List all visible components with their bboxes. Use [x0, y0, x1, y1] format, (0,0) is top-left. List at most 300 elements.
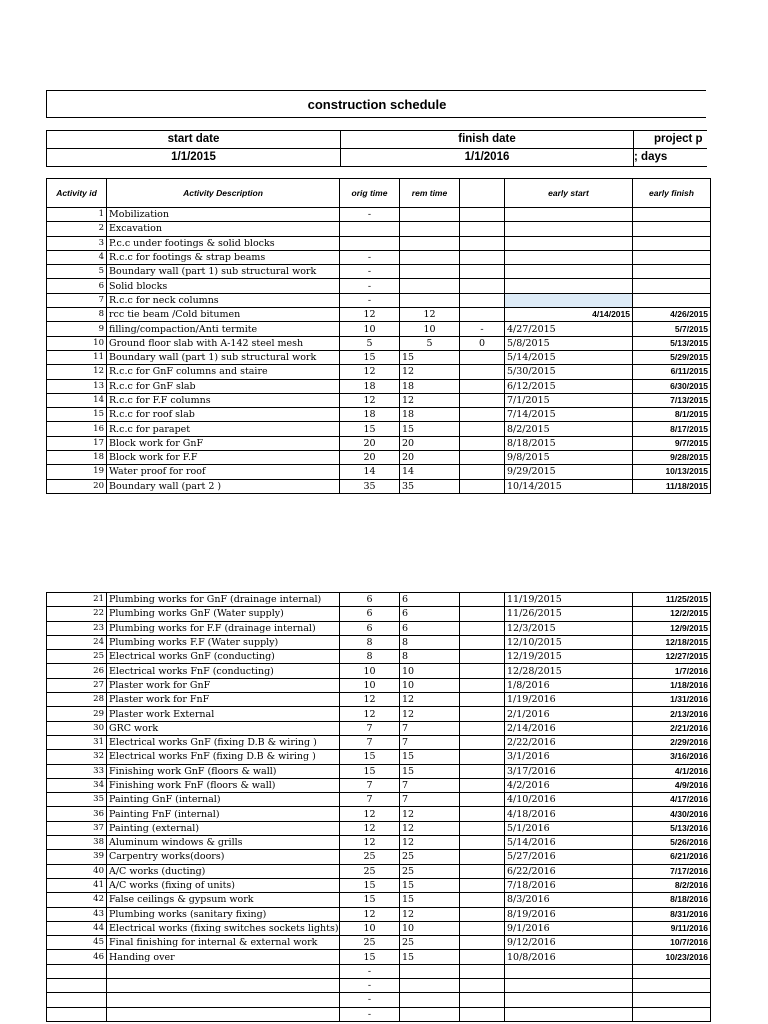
table-row [47, 764, 711, 778]
extra-cell [460, 222, 505, 236]
extra-cell: 0 [460, 336, 505, 350]
early-start-cell: 5/1/2016 [505, 821, 633, 835]
table-row [47, 964, 711, 978]
extra-cell [460, 878, 505, 892]
activity-id-cell: 30 [47, 721, 107, 735]
extra-cell [460, 693, 505, 707]
orig-time-cell: 7 [340, 721, 400, 735]
extra-cell [460, 1007, 505, 1021]
early-finish-cell: 10/23/2016 [633, 950, 711, 964]
early-finish-cell: 8/18/2016 [633, 893, 711, 907]
rem-time-cell: 7 [400, 721, 460, 735]
table-row [47, 979, 711, 993]
activity-description-cell: Excavation [107, 222, 340, 236]
activity-description-cell: R.c.c for GnF columns and staire [107, 365, 340, 379]
rem-time-cell: 7 [400, 793, 460, 807]
rem-time-cell [400, 222, 460, 236]
table-row [47, 322, 711, 336]
activity-description-cell: Electrical works GnF (conducting) [107, 650, 340, 664]
activity-description-cell: False ceilings & gypsum work [107, 893, 340, 907]
project-period-unit: days [641, 151, 668, 163]
extra-cell [460, 236, 505, 250]
table-row [47, 950, 711, 964]
extra-cell [460, 250, 505, 264]
table-row [47, 1007, 711, 1021]
early-finish-cell: 2/29/2016 [633, 735, 711, 749]
rem-time-cell [400, 993, 460, 1007]
schedule-table-2 [46, 592, 711, 1022]
activity-id-cell: 13 [47, 379, 107, 393]
rem-time-cell: 12 [400, 365, 460, 379]
early-start-cell: 4/18/2016 [505, 807, 633, 821]
table-row [47, 393, 711, 407]
orig-time-cell: 15 [340, 764, 400, 778]
orig-time-cell: 25 [340, 850, 400, 864]
orig-time-cell: 12 [340, 821, 400, 835]
table-row [47, 850, 711, 864]
early-finish-cell [633, 236, 711, 250]
early-start-cell [505, 979, 633, 993]
early-finish-cell [633, 250, 711, 264]
extra-cell [460, 964, 505, 978]
activity-description-cell: Finishing work GnF (floors & wall) [107, 764, 340, 778]
activity-id-cell: 22 [47, 607, 107, 621]
activity-description-cell: Ground floor slab with A-142 steel mesh [107, 336, 340, 350]
early-start-cell: 7/1/2015 [505, 393, 633, 407]
extra-cell [460, 778, 505, 792]
activity-description-cell: Block work for GnF [107, 436, 340, 450]
early-start-cell [505, 208, 633, 222]
table-row [47, 365, 711, 379]
early-finish-cell: 4/1/2016 [633, 764, 711, 778]
rem-time-cell [400, 293, 460, 307]
orig-time-cell: - [340, 979, 400, 993]
rem-time-cell: 15 [400, 764, 460, 778]
table-row [47, 208, 711, 222]
early-start-cell: 8/2/2015 [505, 422, 633, 436]
orig-time-cell: - [340, 293, 400, 307]
orig-time-cell: - [340, 265, 400, 279]
extra-cell [460, 750, 505, 764]
early-start-cell: 2/14/2016 [505, 721, 633, 735]
orig-time-cell [340, 236, 400, 250]
table-row [47, 293, 711, 307]
early-finish-cell: 12/27/2015 [633, 650, 711, 664]
activity-description-cell: Water proof for roof [107, 465, 340, 479]
early-start-cell [505, 265, 633, 279]
extra-cell [460, 735, 505, 749]
orig-time-cell: 12 [340, 807, 400, 821]
table-row [47, 621, 711, 635]
extra-cell [460, 707, 505, 721]
early-finish-cell: 6/21/2016 [633, 850, 711, 864]
orig-time-cell: 7 [340, 793, 400, 807]
early-finish-cell [633, 208, 711, 222]
rem-time-cell [400, 236, 460, 250]
early-start-cell: 5/14/2016 [505, 836, 633, 850]
early-start-cell: 4/27/2015 [505, 322, 633, 336]
rem-time-cell: 18 [400, 379, 460, 393]
extra-cell [460, 664, 505, 678]
activity-description-cell [107, 964, 340, 978]
activity-id-cell: 42 [47, 893, 107, 907]
orig-time-cell: 35 [340, 479, 400, 493]
extra-cell [460, 635, 505, 649]
early-finish-cell: 10/13/2015 [633, 465, 711, 479]
early-start-cell [505, 964, 633, 978]
activity-description-cell: Plumbing works GnF (Water supply) [107, 607, 340, 621]
early-start-cell: 11/26/2015 [505, 607, 633, 621]
extra-cell [460, 650, 505, 664]
early-start-cell [505, 1007, 633, 1021]
orig-time-cell: 15 [340, 950, 400, 964]
table-row [47, 250, 711, 264]
early-start-cell: 4/10/2016 [505, 793, 633, 807]
extra-cell [460, 350, 505, 364]
col-header-description: Activity Description [107, 179, 340, 208]
orig-time-cell: 7 [340, 735, 400, 749]
col-header-activity-id: Activity id [47, 179, 107, 208]
orig-time-cell: - [340, 208, 400, 222]
activity-id-cell: 24 [47, 635, 107, 649]
activity-id-cell: 25 [47, 650, 107, 664]
rem-time-cell: 15 [400, 950, 460, 964]
rem-time-cell: 12 [400, 907, 460, 921]
early-finish-cell: 12/2/2015 [633, 607, 711, 621]
rem-time-cell: 12 [400, 393, 460, 407]
rem-time-cell: 6 [400, 607, 460, 621]
early-finish-cell: 5/13/2016 [633, 821, 711, 835]
extra-cell [460, 451, 505, 465]
col-header-early-start: early start [505, 179, 633, 208]
rem-time-cell: 12 [400, 693, 460, 707]
extra-cell [460, 208, 505, 222]
activity-id-cell: 44 [47, 921, 107, 935]
early-start-cell: 3/17/2016 [505, 764, 633, 778]
activity-description-cell: R.c.c for GnF slab [107, 379, 340, 393]
extra-cell [460, 821, 505, 835]
activity-id-cell: 40 [47, 864, 107, 878]
orig-time-cell: 8 [340, 650, 400, 664]
table-row [47, 921, 711, 935]
activity-description-cell: Electrical works GnF (fixing D.B & wiring ) [107, 735, 340, 749]
table-row [47, 836, 711, 850]
early-start-cell: 1/19/2016 [505, 693, 633, 707]
page-title: construction schedule [307, 97, 447, 112]
orig-time-cell: - [340, 964, 400, 978]
activity-id-cell: 35 [47, 793, 107, 807]
table-row [47, 878, 711, 892]
rem-time-cell: 12 [400, 821, 460, 835]
early-finish-cell: 1/18/2016 [633, 678, 711, 692]
activity-description-cell: R.c.c for F.F columns [107, 393, 340, 407]
finish-date-value: 1/1/2016 [341, 149, 634, 167]
orig-time-cell: 15 [340, 422, 400, 436]
rem-time-cell: 14 [400, 465, 460, 479]
early-start-cell: 12/3/2015 [505, 621, 633, 635]
early-start-cell: 10/8/2016 [505, 950, 633, 964]
orig-time-cell: 25 [340, 864, 400, 878]
activity-description-cell: P.c.c under footings & solid blocks [107, 236, 340, 250]
activity-description-cell: Boundary wall (part 1) sub structural work [107, 350, 340, 364]
early-finish-cell: 5/7/2015 [633, 322, 711, 336]
table-row [47, 993, 711, 1007]
extra-cell [460, 607, 505, 621]
activity-id-cell: 18 [47, 451, 107, 465]
rem-time-cell: 6 [400, 593, 460, 607]
early-start-cell: 6/22/2016 [505, 864, 633, 878]
extra-cell [460, 379, 505, 393]
early-start-cell: 10/14/2015 [505, 479, 633, 493]
rem-time-cell [400, 208, 460, 222]
extra-cell [460, 936, 505, 950]
early-finish-cell: 11/18/2015 [633, 479, 711, 493]
early-start-cell: 5/30/2015 [505, 365, 633, 379]
early-finish-cell [633, 279, 711, 293]
col-header-blank [460, 179, 505, 208]
early-start-cell [505, 236, 633, 250]
activity-id-cell: 19 [47, 465, 107, 479]
orig-time-cell: 12 [340, 836, 400, 850]
rem-time-cell: 15 [400, 878, 460, 892]
early-start-cell: 7/18/2016 [505, 878, 633, 892]
early-start-cell: 9/1/2016 [505, 921, 633, 935]
orig-time-cell: - [340, 1007, 400, 1021]
table-row [47, 408, 711, 422]
extra-cell [460, 764, 505, 778]
table-row [47, 379, 711, 393]
orig-time-cell [340, 222, 400, 236]
early-start-cell: 9/8/2015 [505, 451, 633, 465]
activity-description-cell [107, 979, 340, 993]
rem-time-cell: 20 [400, 436, 460, 450]
table-header-row [47, 179, 711, 208]
activity-description-cell [107, 1007, 340, 1021]
activity-id-cell: 28 [47, 693, 107, 707]
early-start-cell: 8/3/2016 [505, 893, 633, 907]
early-start-cell [505, 222, 633, 236]
table-row [47, 936, 711, 950]
table-row [47, 350, 711, 364]
table-row [47, 279, 711, 293]
extra-cell [460, 393, 505, 407]
rem-time-cell: 12 [400, 308, 460, 322]
project-period-value [634, 149, 707, 167]
activity-description-cell: Solid blocks [107, 279, 340, 293]
activity-description-cell: Plumbing works (sanitary fixing) [107, 907, 340, 921]
extra-cell [460, 308, 505, 322]
table-row [47, 650, 711, 664]
table-row [47, 721, 711, 735]
extra-cell [460, 721, 505, 735]
early-start-cell: 1/8/2016 [505, 678, 633, 692]
early-finish-cell: 5/13/2015 [633, 336, 711, 350]
orig-time-cell: 20 [340, 436, 400, 450]
extra-cell [460, 465, 505, 479]
activity-description-cell: GRC work [107, 721, 340, 735]
early-start-cell: 5/8/2015 [505, 336, 633, 350]
orig-time-cell: 6 [340, 621, 400, 635]
start-date-value: 1/1/2015 [47, 149, 341, 167]
activity-description-cell: R.c.c for roof slab [107, 408, 340, 422]
activity-id-cell: 33 [47, 764, 107, 778]
activity-description-cell: Electrical works (fixing switches sockets lights) [107, 921, 340, 935]
extra-cell [460, 293, 505, 307]
orig-time-cell: 7 [340, 778, 400, 792]
extra-cell [460, 993, 505, 1007]
rem-time-cell: 20 [400, 451, 460, 465]
table-row [47, 750, 711, 764]
rem-time-cell: 15 [400, 750, 460, 764]
activity-id-cell: 29 [47, 707, 107, 721]
early-start-cell: 3/1/2016 [505, 750, 633, 764]
activity-id-cell: 39 [47, 850, 107, 864]
early-start-cell: 2/1/2016 [505, 707, 633, 721]
early-finish-cell: 7/13/2015 [633, 393, 711, 407]
early-finish-cell: 3/16/2016 [633, 750, 711, 764]
extra-cell [460, 950, 505, 964]
early-start-cell: 11/19/2015 [505, 593, 633, 607]
orig-time-cell: 10 [340, 664, 400, 678]
early-finish-cell: 1/31/2016 [633, 693, 711, 707]
activity-description-cell: R.c.c for neck columns [107, 293, 340, 307]
orig-time-cell: 5 [340, 336, 400, 350]
activity-description-cell: Boundary wall (part 1) sub structural work [107, 265, 340, 279]
activity-id-cell: 23 [47, 621, 107, 635]
table-row [47, 693, 711, 707]
finish-date-label: finish date [341, 131, 634, 149]
early-finish-cell: 10/7/2016 [633, 936, 711, 950]
extra-cell [460, 907, 505, 921]
table-row [47, 465, 711, 479]
orig-time-cell: 12 [340, 393, 400, 407]
early-finish-cell [633, 993, 711, 1007]
early-finish-cell: 12/9/2015 [633, 621, 711, 635]
orig-time-cell: 18 [340, 379, 400, 393]
col-header-rem-time: rem time [400, 179, 460, 208]
activity-description-cell: Mobilization [107, 208, 340, 222]
project-period-prefix: ; [634, 151, 638, 163]
activity-id-cell: 36 [47, 807, 107, 821]
early-finish-cell: 9/28/2015 [633, 451, 711, 465]
extra-cell [460, 479, 505, 493]
table-row [47, 821, 711, 835]
early-finish-cell: 2/21/2016 [633, 721, 711, 735]
activity-description-cell: Aluminum windows & grills [107, 836, 340, 850]
table-row [47, 735, 711, 749]
activity-description-cell: Plaster work for GnF [107, 678, 340, 692]
rem-time-cell: 18 [400, 408, 460, 422]
early-finish-cell: 7/17/2016 [633, 864, 711, 878]
activity-id-cell: 26 [47, 664, 107, 678]
early-start-cell [505, 993, 633, 1007]
table-row [47, 864, 711, 878]
orig-time-cell: 12 [340, 693, 400, 707]
orig-time-cell: - [340, 993, 400, 1007]
activity-id-cell: 8 [47, 308, 107, 322]
extra-cell [460, 365, 505, 379]
activity-description-cell: Painting FnF (internal) [107, 807, 340, 821]
early-finish-cell [633, 222, 711, 236]
orig-time-cell: 10 [340, 678, 400, 692]
orig-time-cell: 25 [340, 936, 400, 950]
activity-id-cell: 43 [47, 907, 107, 921]
activity-id-cell: 37 [47, 821, 107, 835]
early-finish-cell: 5/26/2016 [633, 836, 711, 850]
extra-cell [460, 593, 505, 607]
early-start-cell: 2/22/2016 [505, 735, 633, 749]
early-start-cell: 7/14/2015 [505, 408, 633, 422]
activity-description-cell: Plumbing works for F.F (drainage internal) [107, 621, 340, 635]
rem-time-cell [400, 1007, 460, 1021]
extra-cell [460, 807, 505, 821]
activity-description-cell: A/C works (fixing of units) [107, 878, 340, 892]
early-finish-cell [633, 979, 711, 993]
rem-time-cell: 15 [400, 422, 460, 436]
early-finish-cell: 9/7/2015 [633, 436, 711, 450]
activity-id-cell: 38 [47, 836, 107, 850]
activity-id-cell: 16 [47, 422, 107, 436]
rem-time-cell: 6 [400, 621, 460, 635]
extra-cell [460, 265, 505, 279]
activity-id-cell: 31 [47, 735, 107, 749]
orig-time-cell: 15 [340, 350, 400, 364]
rem-time-cell: 25 [400, 850, 460, 864]
activity-id-cell: 6 [47, 279, 107, 293]
orig-time-cell: 18 [340, 408, 400, 422]
activity-description-cell: A/C works (ducting) [107, 864, 340, 878]
extra-cell [460, 422, 505, 436]
table-row [47, 893, 711, 907]
orig-time-cell: 20 [340, 451, 400, 465]
rem-time-cell [400, 279, 460, 293]
early-finish-cell: 8/17/2015 [633, 422, 711, 436]
early-finish-cell: 2/13/2016 [633, 707, 711, 721]
rem-time-cell [400, 964, 460, 978]
rem-time-cell: 7 [400, 735, 460, 749]
activity-description-cell: Handing over [107, 950, 340, 964]
orig-time-cell: 15 [340, 878, 400, 892]
table-row [47, 807, 711, 821]
activity-id-cell: 10 [47, 336, 107, 350]
table-row [47, 336, 711, 350]
col-header-early-finish: early finish [633, 179, 711, 208]
early-start-cell: 9/12/2016 [505, 936, 633, 950]
activity-id-cell: 21 [47, 593, 107, 607]
table-row [47, 907, 711, 921]
early-start-cell [505, 250, 633, 264]
early-finish-cell [633, 964, 711, 978]
activity-description-cell [107, 993, 340, 1007]
table-row [47, 707, 711, 721]
activity-id-cell [47, 993, 107, 1007]
early-finish-cell: 4/26/2015 [633, 308, 711, 322]
early-finish-cell: 5/29/2015 [633, 350, 711, 364]
early-start-cell: 6/12/2015 [505, 379, 633, 393]
table-row [47, 778, 711, 792]
activity-description-cell: Plumbing works F.F (Water supply) [107, 635, 340, 649]
activity-description-cell: Boundary wall (part 2 ) [107, 479, 340, 493]
activity-description-cell: filling/compaction/Anti termite [107, 322, 340, 336]
rem-time-cell: 12 [400, 707, 460, 721]
activity-id-cell: 9 [47, 322, 107, 336]
table-row [47, 678, 711, 692]
activity-id-cell: 2 [47, 222, 107, 236]
orig-time-cell: 12 [340, 907, 400, 921]
orig-time-cell: 12 [340, 707, 400, 721]
activity-id-cell: 34 [47, 778, 107, 792]
activity-id-cell: 14 [47, 393, 107, 407]
